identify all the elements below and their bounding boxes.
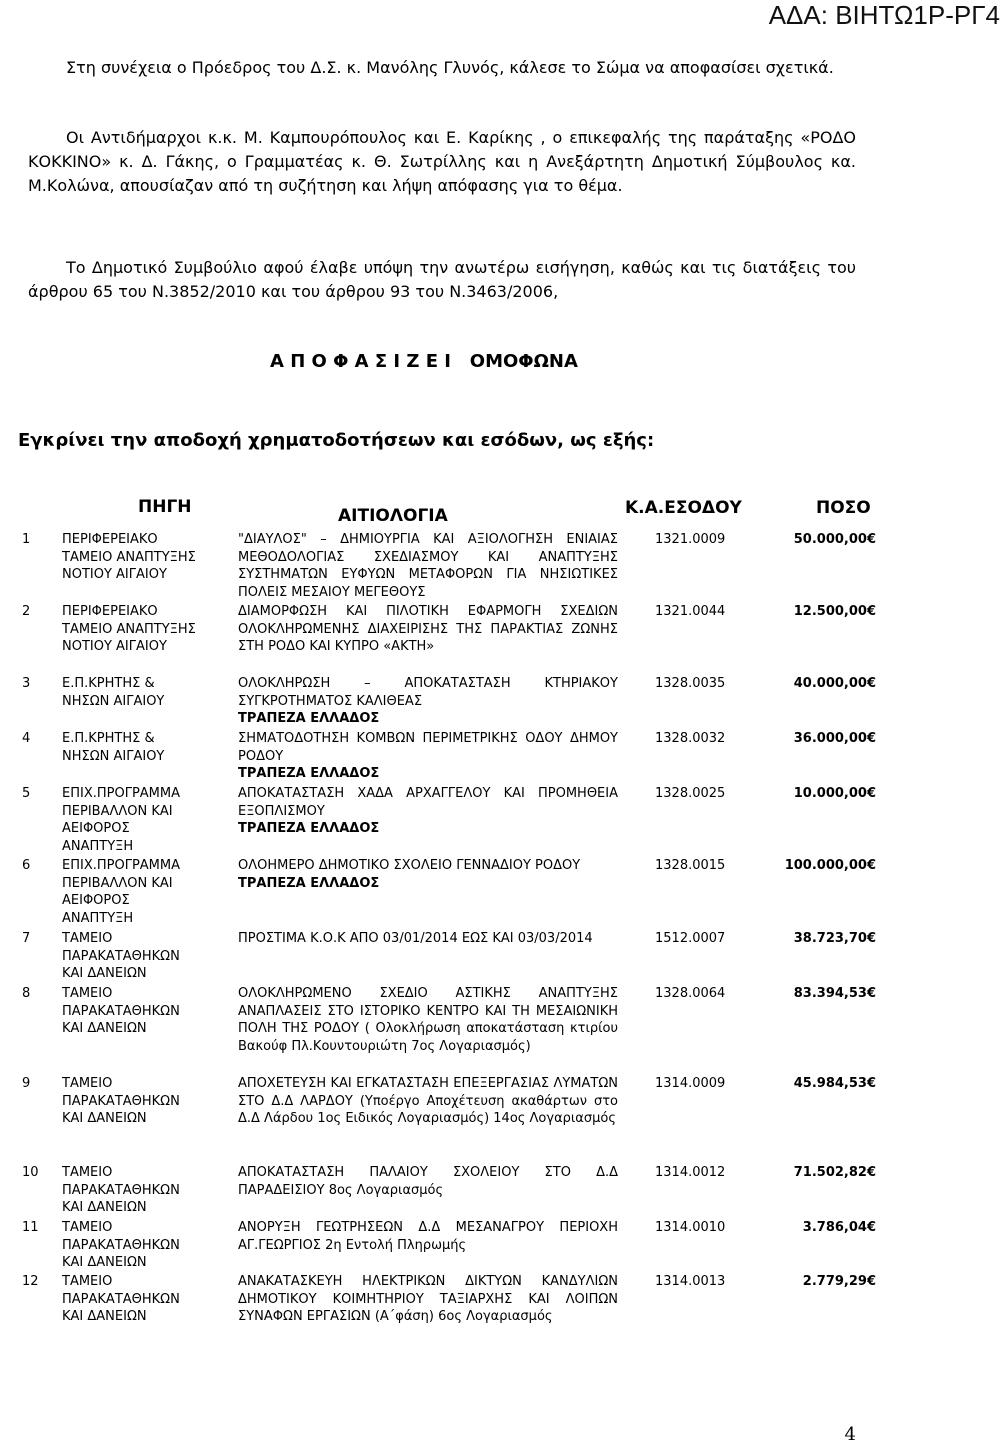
- row-number: 1: [22, 532, 31, 547]
- row-code: 1512.0007: [655, 931, 726, 946]
- row-reason-text: ΑΠΟΚΑΤΑΣΤΑΣΗ ΧΑΔΑ ΑΡΧΑΓΓΕΛΟΥ ΚΑΙ ΠΡΟΜΗΘΕΙΑ ΕΞΟΠΛΙΣΜΟΥ: [238, 786, 618, 819]
- row-bank: ΤΡΑΠΕΖΑ ΕΛΛΑΔΟΣ: [238, 875, 380, 891]
- row-reason: [238, 531, 618, 601]
- row-source: ΠΕΡΙΦΕΡΕΙΑΚΟ ΤΑΜΕΙΟ ΑΝΑΠΤΥΞΗΣ ΝΟΤΙΟΥ ΑΙΓΑΙΟΥ: [62, 532, 196, 583]
- header-code: Κ.Α.ΕΣΟΔΟΥ: [625, 498, 742, 518]
- row-bank: ΤΡΑΠΕΖΑ ΕΛΛΑΔΟΣ: [238, 821, 380, 837]
- row-code: 1321.0009: [655, 532, 726, 547]
- row-source: ΤΑΜΕΙΟ ΠΑΡΑΚΑΤΑΘΗΚΩΝ ΚΑΙ ΔΑΝΕΙΩΝ: [62, 1076, 180, 1127]
- row-amount: 36.000,00€: [793, 731, 876, 746]
- row-source: ΕΠΙΧ.ΠΡΟΓΡΑΜΜΑ ΠΕΡΙΒΑΛΛΟΝ ΚΑΙ ΑΕΙΦΟΡΟΣ ΑΝΑΠΤΥΞΗ: [62, 858, 181, 926]
- row-number: 11: [22, 1220, 39, 1235]
- row-number: 7: [22, 931, 31, 946]
- row-reason: [238, 1273, 618, 1326]
- row-reason: [238, 730, 618, 783]
- row-source: ΤΑΜΕΙΟ ΠΑΡΑΚΑΤΑΘΗΚΩΝ ΚΑΙ ΔΑΝΕΙΩΝ: [62, 1165, 180, 1216]
- row-source: Ε.Π.ΚΡΗΤΗΣ & ΝΗΣΩΝ ΑΙΓΑΙΟΥ: [62, 731, 165, 764]
- row-amount: 10.000,00€: [793, 786, 876, 801]
- row-reason-text: ΟΛΟΗΜΕΡΟ ΔΗΜΟΤΙΚΟ ΣΧΟΛΕΙΟ ΓΕΝΝΑΔΙΟΥ ΡΟΔΟΥ: [238, 858, 581, 873]
- row-source: ΤΑΜΕΙΟ ΠΑΡΑΚΑΤΑΘΗΚΩΝ ΚΑΙ ΔΑΝΕΙΩΝ: [62, 931, 180, 982]
- row-number: 12: [22, 1274, 39, 1289]
- row-amount: 3.786,04€: [802, 1220, 876, 1235]
- row-source: ΕΠΙΧ.ΠΡΟΓΡΑΜΜΑ ΠΕΡΙΒΑΛΛΟΝ ΚΑΙ ΑΕΙΦΟΡΟΣ ΑΝΑΠΤΥΞΗ: [62, 786, 181, 854]
- row-code: 1328.0064: [655, 986, 726, 1001]
- row-code: 1328.0025: [655, 786, 726, 801]
- row-reason: [238, 1075, 618, 1128]
- row-reason-text: ΑΝΑΚΑΤΑΣΚΕΥΗ ΗΛΕΚΤΡΙΚΩΝ ΔΙΚΤΥΩΝ ΚΑΝΔΥΛΙΩΝ ΔΗΜΟΤΙΚΟΥ ΚΟΙΜΗΤΗΡΙΟΥ ΤΑΞΙΑΡΧΗΣ ΚΑΙ ΛΟΙΠΩΝ ΣΥΝΑΦΩΝ ΕΡΓΑΣΙΩΝ (Α΄φάση) 6ος Λογαριασμός: [238, 1274, 618, 1325]
- row-reason: [238, 930, 618, 948]
- page-number: 4: [844, 1424, 856, 1445]
- row-code: 1314.0010: [655, 1220, 726, 1235]
- row-reason-text: ΟΛΟΚΛΗΡΩΣΗ – ΑΠΟΚΑΤΑΣΤΑΣΗ ΚΤΗΡΙΑΚΟΥ ΣΥΓΚΡΟΤΗΜΑΤΟΣ ΚΑΛΙΘΕΑΣ: [238, 676, 618, 709]
- row-amount: 2.779,29€: [802, 1274, 876, 1289]
- row-code: 1328.0032: [655, 731, 726, 746]
- row-amount: 45.984,53€: [793, 1076, 876, 1091]
- row-number: 3: [22, 676, 31, 691]
- header-source: ΠΗΓΗ: [138, 497, 192, 517]
- decision-title: Α Π Ο Φ Α Σ Ι Ζ Ε Ι ΟΜΟΦΩΝΑ: [270, 351, 578, 372]
- row-code: 1321.0044: [655, 604, 726, 619]
- row-reason: [238, 675, 618, 728]
- row-reason-text: ΔΙΑΜΟΡΦΩΣΗ ΚΑΙ ΠΙΛΟΤΙΚΗ ΕΦΑΡΜΟΓΗ ΣΧΕΔΙΩΝ ΟΛΟΚΛΗΡΩΜΕΝΗΣ ΔΙΑΧΕΙΡΙΣΗΣ ΤΗΣ ΠΑΡΑΚΤΙΑΣ ΖΩΝΗΣ ΣΤΗ ΡΟΔΟ ΚΑΙ ΚΥΠΡΟ «ΑΚΤΗ»: [238, 604, 618, 655]
- row-number: 2: [22, 604, 31, 619]
- row-bank: ΤΡΑΠΕΖΑ ΕΛΛΑΔΟΣ: [238, 766, 380, 782]
- row-number: 5: [22, 786, 31, 801]
- row-number: 4: [22, 731, 31, 746]
- row-source: ΤΑΜΕΙΟ ΠΑΡΑΚΑΤΑΘΗΚΩΝ ΚΑΙ ΔΑΝΕΙΩΝ: [62, 986, 180, 1037]
- row-source: ΤΑΜΕΙΟ ΠΑΡΑΚΑΤΑΘΗΚΩΝ ΚΑΙ ΔΑΝΕΙΩΝ: [62, 1220, 180, 1271]
- row-source: ΤΑΜΕΙΟ ΠΑΡΑΚΑΤΑΘΗΚΩΝ ΚΑΙ ΔΑΝΕΙΩΝ: [62, 1274, 180, 1325]
- row-code: 1314.0013: [655, 1274, 726, 1289]
- row-amount: 12.500,00€: [793, 604, 876, 619]
- row-reason-text: ΣΗΜΑΤΟΔΟΤΗΣΗ ΚΟΜΒΩΝ ΠΕΡΙΜΕΤΡΙΚΗΣ ΟΔΟΥ ΔΗΜΟΥ ΡΟΔΟΥ: [238, 731, 618, 764]
- header-reason: ΑΙΤΙΟΛΟΓΙΑ: [338, 506, 448, 526]
- header-amount: ΠΟΣΟ: [816, 498, 871, 518]
- row-number: 9: [22, 1076, 31, 1091]
- row-reason: [238, 785, 618, 838]
- paragraph-president: Στη συνέχεια ο Πρόεδρος του Δ.Σ. κ. Μανόλης Γλυνός, κάλεσε το Σώμα να αποφασίσει σχετικά.: [66, 58, 834, 77]
- row-code: 1314.0012: [655, 1165, 726, 1180]
- row-code: 1328.0015: [655, 858, 726, 873]
- row-reason-text: ΠΡΟΣΤΙΜΑ Κ.Ο.Κ ΑΠΟ 03/01/2014 ΕΩΣ ΚΑΙ 03/03/2014: [238, 931, 593, 946]
- row-code: 1314.0009: [655, 1076, 726, 1091]
- row-source: Ε.Π.ΚΡΗΤΗΣ & ΝΗΣΩΝ ΑΙΓΑΙΟΥ: [62, 676, 165, 709]
- row-amount: 50.000,00€: [793, 532, 876, 547]
- row-reason-text: "ΔΙΑΥΛΟΣ" – ΔΗΜΙΟΥΡΓΙΑ ΚΑΙ ΑΞΙΟΛΟΓΗΣΗ ΕΝΙΑΙΑΣ ΜΕΘΟΔΟΛΟΓΙΑΣ ΣΧΕΔΙΑΣΜΟΥ ΚΑΙ ΑΝΑΠΤΥΞΗΣ ΣΥΣΤΗΜΑΤΩΝ ΕΥΦΥΩΝ ΜΕΤΑΦΟΡΩΝ ΓΙΑ ΝΗΣΙΩΤΙΚΕΣ ΠΟΛΕΙΣ ΜΕΣΑΙΟΥ ΜΕΓΕΘΟΥΣ: [238, 532, 618, 600]
- row-amount: 83.394,53€: [793, 986, 876, 1001]
- row-reason-text: ΑΠΟΧΕΤΕΥΣΗ ΚΑΙ ΕΓΚΑΤΑΣΤΑΣΗ ΕΠΕΞΕΡΓΑΣΙΑΣ ΛΥΜΑΤΩΝ ΣΤΟ Δ.Δ ΛΑΡΔΟΥ (Υποέργο Αποχέτευση ακαθάρτων στο Δ.Δ Λάρδου 1ος Ειδικός Λογαριασμός) 14ος Λογαριασμός: [238, 1076, 618, 1127]
- row-number: 8: [22, 986, 31, 1001]
- ada-code: ΑΔΑ: ΒΙΗΤΩ1Ρ-ΡΓ4: [768, 0, 1000, 30]
- row-reason: [238, 985, 618, 1055]
- row-amount: 100.000,00€: [784, 858, 876, 873]
- row-reason: [238, 857, 618, 892]
- row-reason-text: ΑΠΟΚΑΤΑΣΤΑΣΗ ΠΑΛΑΙΟΥ ΣΧΟΛΕΙΟΥ ΣΤΟ Δ.Δ ΠΑΡΑΔΕΙΣΙΟΥ 8ος Λογαριασμός: [238, 1165, 618, 1198]
- paragraph-council-considered: Το Δημοτικό Συμβούλιο αφού έλαβε υπόψη την ανωτέρω εισήγηση, καθώς και τις διατάξεις του άρθρου 65 του Ν.3852/2010 και του άρθρου 93 του Ν.3463/2006,: [28, 258, 856, 301]
- row-amount: 71.502,82€: [793, 1165, 876, 1180]
- paragraph-absent-members: Οι Αντιδήμαρχοι κ.κ. Μ. Καμπουρόπουλος και Ε. Καρίκης , ο επικεφαλής της παράταξης «ΡΟΔΟ ΚΟΚΚΙΝΟ» κ. Δ. Γάκης, ο Γραμματέας κ. Θ. Σωτρίλλης και η Ανεξάρτητη Δημοτική Σύμβουλος κα. Μ.Κολώνα, απουσίαζαν από τη συζήτηση και λήψη απόφασης για το θέμα.: [28, 128, 856, 195]
- row-reason: [238, 1164, 618, 1199]
- row-reason-text: ΟΛΟΚΛΗΡΩΜΕΝΟ ΣΧΕΔΙΟ ΑΣΤΙΚΗΣ ΑΝΑΠΤΥΞΗΣ ΑΝΑΠΛΑΣΕΙΣ ΣΤΟ ΙΣΤΟΡΙΚΟ ΚΕΝΤΡΟ ΚΑΙ ΤΗ ΜΕΣΑΙΩΝΙΚΗ ΠΟΛΗ ΤΗΣ ΡΟΔΟΥ ( Ολοκλήρωση αποκατάσταση κτιρίου Βακούφ Πλ.Κουντουριώτη 7ος Λογαριασμός): [238, 986, 618, 1054]
- row-reason: [238, 603, 618, 656]
- approval-statement: Εγκρίνει την αποδοχή χρηματοδοτήσεων και εσόδων, ως εξής:: [18, 430, 655, 451]
- row-number: 6: [22, 858, 31, 873]
- row-amount: 40.000,00€: [793, 676, 876, 691]
- row-number: 10: [22, 1165, 39, 1180]
- row-reason: [238, 1219, 618, 1254]
- row-bank: ΤΡΑΠΕΖΑ ΕΛΛΑΔΟΣ: [238, 711, 380, 727]
- row-amount: 38.723,70€: [793, 931, 876, 946]
- row-reason-text: ΑΝΟΡΥΞΗ ΓΕΩΤΡΗΣΕΩΝ Δ.Δ ΜΕΣΑΝΑΓΡΟΥ ΠΕΡΙΟΧΗ ΑΓ.ΓΕΩΡΓΙΟΣ 2η Εντολή Πληρωμής: [238, 1220, 618, 1253]
- row-source: ΠΕΡΙΦΕΡΕΙΑΚΟ ΤΑΜΕΙΟ ΑΝΑΠΤΥΞΗΣ ΝΟΤΙΟΥ ΑΙΓΑΙΟΥ: [62, 604, 196, 655]
- row-code: 1328.0035: [655, 676, 726, 691]
